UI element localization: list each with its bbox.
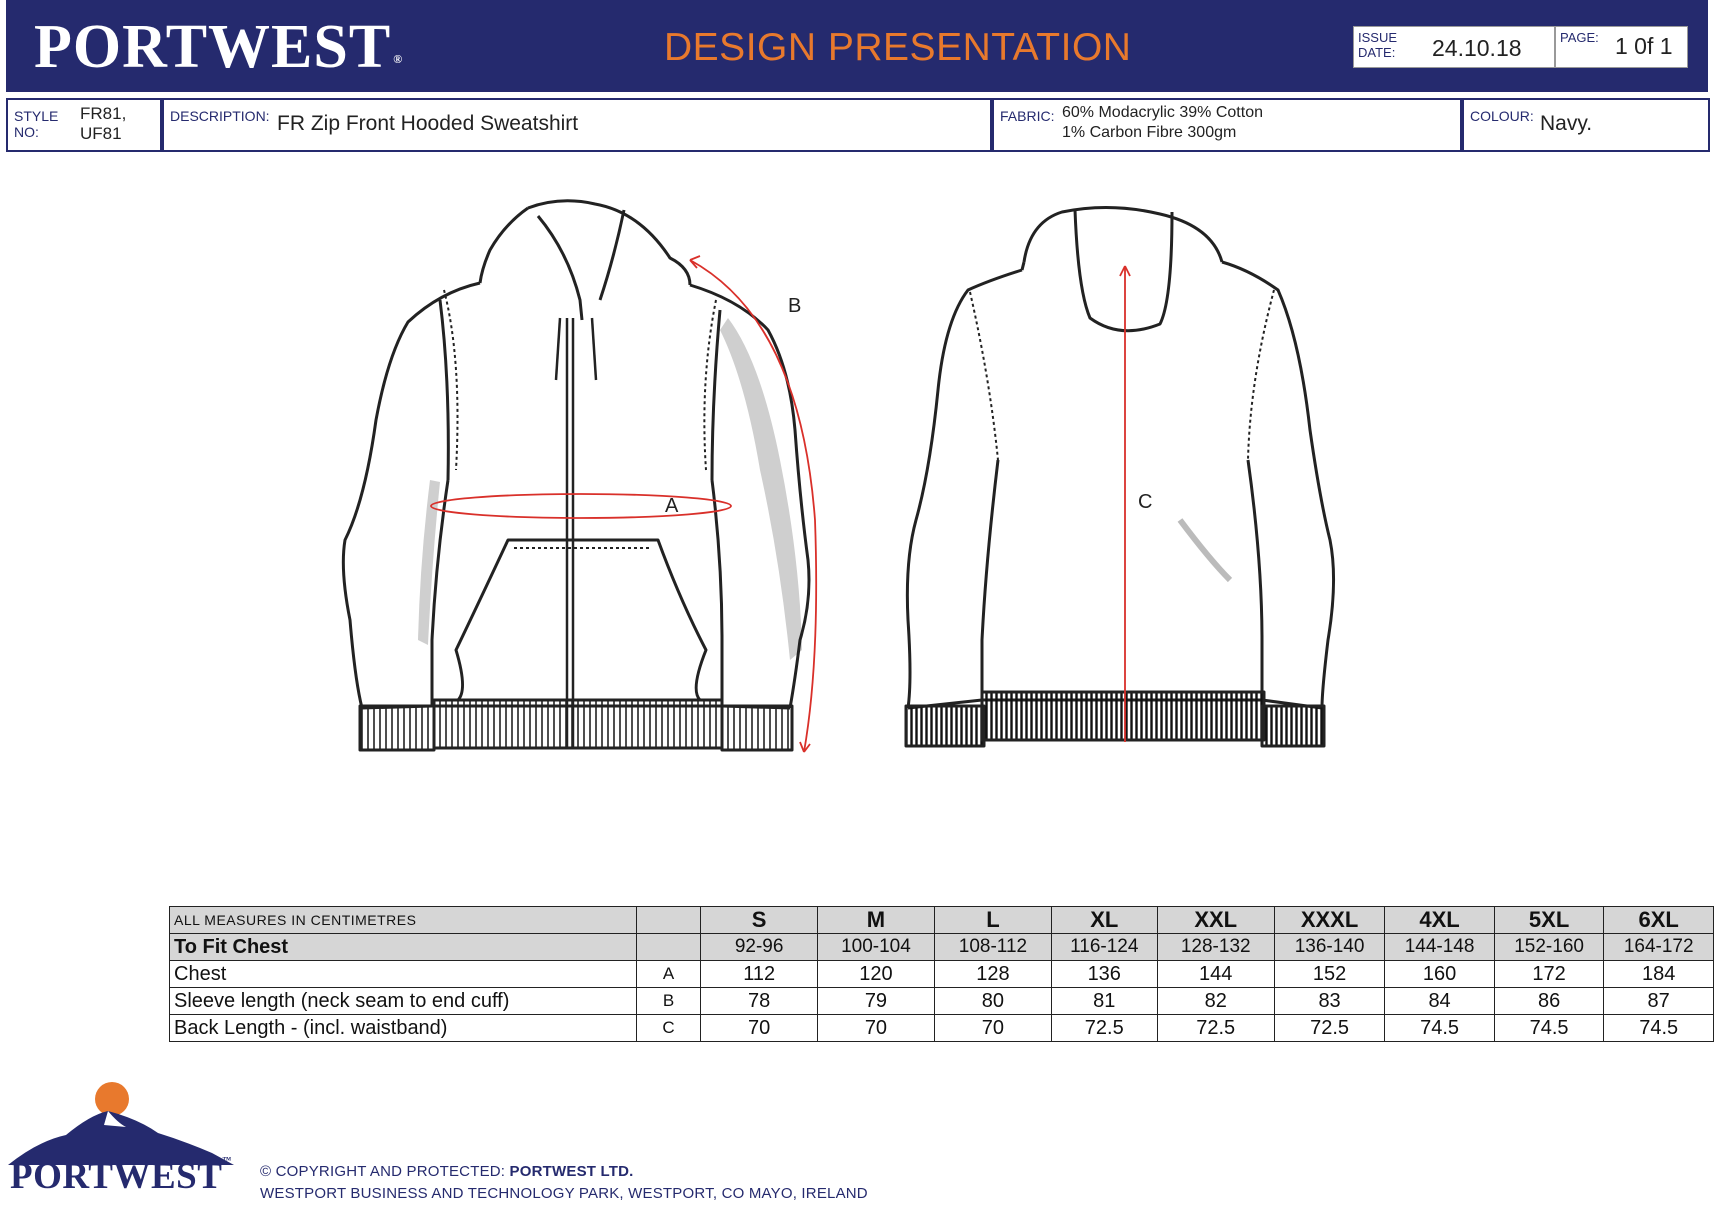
measurement-value: 87 bbox=[1604, 988, 1714, 1015]
measurement-value: 83 bbox=[1274, 988, 1384, 1015]
size-header-s: S bbox=[701, 907, 818, 934]
measurement-value: 72.5 bbox=[1051, 1015, 1157, 1042]
brand-name: PORTWEST bbox=[34, 13, 392, 81]
measurement-value: 72.5 bbox=[1157, 1015, 1274, 1042]
measurement-value: 160 bbox=[1385, 961, 1495, 988]
measurement-value: 74.5 bbox=[1494, 1015, 1604, 1042]
size-header-xxl: XXL bbox=[1157, 907, 1274, 934]
measure-c-back-length bbox=[1120, 266, 1130, 742]
size-header-6xl: 6XL bbox=[1604, 907, 1714, 934]
measurement-value: 74.5 bbox=[1604, 1015, 1714, 1042]
fit-chest-label: To Fit Chest bbox=[170, 934, 637, 961]
description-label: DESCRIPTION: bbox=[170, 108, 270, 124]
measurement-value: 86 bbox=[1494, 988, 1604, 1015]
measure-a-chest bbox=[431, 494, 731, 518]
measure-b-label: B bbox=[788, 295, 802, 317]
measurement-code: B bbox=[636, 988, 701, 1015]
measurement-value: 184 bbox=[1604, 961, 1714, 988]
page-value: 1 0f 1 bbox=[1615, 33, 1673, 59]
measure-a-label: A bbox=[665, 495, 679, 517]
size-header-l: L bbox=[934, 907, 1051, 934]
measurement-value: 70 bbox=[817, 1015, 934, 1042]
measurement-name: Sleeve length (neck seam to end cuff) bbox=[170, 988, 637, 1015]
size-header-xxxl: XXXL bbox=[1274, 907, 1384, 934]
fabric-line-2: 1% Carbon Fibre 300gm bbox=[1062, 124, 1237, 141]
fabric-line-1: 60% Modacrylic 39% Cotton bbox=[1062, 104, 1263, 121]
measurement-code: A bbox=[636, 961, 701, 988]
measurement-code: C bbox=[636, 1015, 701, 1042]
address-line: WESTPORT BUSINESS AND TECHNOLOGY PARK, WESTPORT, CO MAYO, IRELAND bbox=[260, 1185, 868, 1202]
measurement-row bbox=[170, 988, 1714, 1015]
measurement-value: 128 bbox=[934, 961, 1051, 988]
measurement-row bbox=[170, 961, 1714, 988]
colour-label: COLOUR: bbox=[1470, 108, 1534, 124]
fit-chest-5xl: 152-160 bbox=[1494, 934, 1604, 961]
measurement-value: 136 bbox=[1051, 961, 1157, 988]
back-view-drawing bbox=[906, 207, 1334, 746]
measurement-value: 70 bbox=[934, 1015, 1051, 1042]
measurement-value: 78 bbox=[701, 988, 818, 1015]
colour-value: Navy. bbox=[1540, 112, 1593, 135]
style-number-2: UF81 bbox=[80, 124, 122, 143]
measurement-value: 70 bbox=[701, 1015, 818, 1042]
measurement-value: 79 bbox=[817, 988, 934, 1015]
issue-date-value: 24.10.18 bbox=[1432, 35, 1522, 61]
fit-code-cell bbox=[636, 934, 701, 961]
size-chart-body bbox=[170, 907, 1714, 1042]
style-label-line-2: NO: bbox=[14, 124, 39, 140]
footer-trademark: ™ bbox=[222, 1155, 232, 1165]
measurement-name: Chest bbox=[170, 961, 637, 988]
fit-chest-xxxl: 136-140 bbox=[1274, 934, 1384, 961]
size-header-4xl: 4XL bbox=[1385, 907, 1495, 934]
measurement-value: 72.5 bbox=[1274, 1015, 1384, 1042]
page-label: PAGE: bbox=[1560, 30, 1599, 45]
measurement-name: Back Length - (incl. waistband) bbox=[170, 1015, 637, 1042]
brand-trademark: ® bbox=[393, 52, 404, 66]
fit-chest-xxl: 128-132 bbox=[1157, 934, 1274, 961]
fit-chest-4xl: 144-148 bbox=[1385, 934, 1495, 961]
issue-label-line-2: DATE: bbox=[1358, 45, 1396, 60]
measurement-value: 84 bbox=[1385, 988, 1495, 1015]
size-chart-table bbox=[169, 906, 1714, 1042]
copyright-prefix: © COPYRIGHT AND PROTECTED: bbox=[260, 1163, 510, 1180]
size-header-xl: XL bbox=[1051, 907, 1157, 934]
code-header-cell bbox=[636, 907, 701, 934]
copyright-line bbox=[260, 1161, 868, 1183]
footer-brand-name: PORTWEST bbox=[10, 1156, 223, 1197]
issue-label-line-1: ISSUE bbox=[1358, 30, 1398, 45]
units-label: ALL MEASURES IN CENTIMETRES bbox=[170, 907, 637, 934]
fit-chest-s: 92-96 bbox=[701, 934, 818, 961]
fit-chest-m: 100-104 bbox=[817, 934, 934, 961]
size-header-5xl: 5XL bbox=[1494, 907, 1604, 934]
measurement-value: 120 bbox=[817, 961, 934, 988]
measurement-value: 81 bbox=[1051, 988, 1157, 1015]
measurement-row bbox=[170, 1015, 1714, 1042]
style-number-1: FR81, bbox=[80, 104, 127, 123]
measurement-value: 74.5 bbox=[1385, 1015, 1495, 1042]
fit-chest-6xl: 164-172 bbox=[1604, 934, 1714, 961]
front-view-drawing bbox=[343, 201, 809, 750]
measurement-value: 144 bbox=[1157, 961, 1274, 988]
measurement-value: 112 bbox=[701, 961, 818, 988]
description-value: FR Zip Front Hooded Sweatshirt bbox=[277, 112, 579, 135]
measurement-value: 152 bbox=[1274, 961, 1384, 988]
measure-b-sleeve bbox=[690, 256, 816, 752]
measurement-value: 80 bbox=[934, 988, 1051, 1015]
size-header-row bbox=[170, 907, 1714, 934]
fabric-label: FABRIC: bbox=[1000, 108, 1055, 124]
document-title: DESIGN PRESENTATION bbox=[664, 26, 1132, 69]
measure-c-label: C bbox=[1138, 491, 1153, 513]
company-name: PORTWEST LTD. bbox=[509, 1163, 634, 1180]
size-header-m: M bbox=[817, 907, 934, 934]
fit-chest-l: 108-112 bbox=[934, 934, 1051, 961]
footer-brand bbox=[10, 1155, 232, 1198]
fit-chest-row bbox=[170, 934, 1714, 961]
measurement-value: 172 bbox=[1494, 961, 1604, 988]
sun-icon bbox=[95, 1082, 129, 1116]
style-label-line-1: STYLE bbox=[14, 108, 59, 124]
footer-copyright bbox=[260, 1161, 868, 1205]
fit-chest-xl: 116-124 bbox=[1051, 934, 1157, 961]
measurement-value: 82 bbox=[1157, 988, 1274, 1015]
